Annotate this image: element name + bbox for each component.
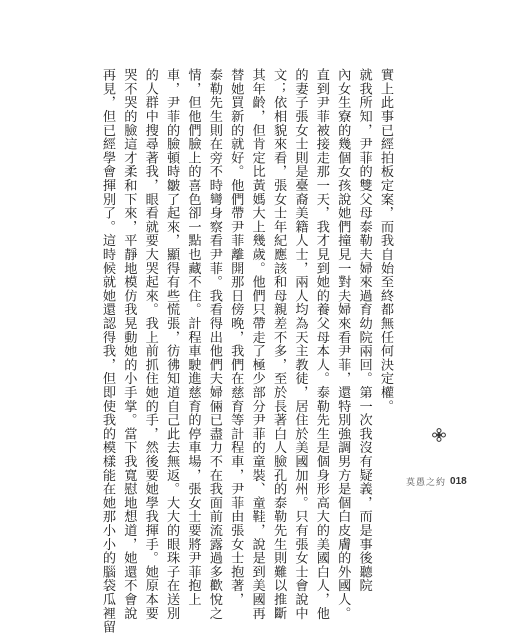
text-column: 情，但他們臉上的喜色卻一點也藏不住。計程車駛進慈育的停車場，張女士要將尹菲抱上 xyxy=(185,68,201,607)
page-footer xyxy=(406,475,467,488)
text-column: 的人群中搜尋著我，眼看就要大哭起來。我上前抓住她的手，然後要她學我揮手。她原本要 xyxy=(142,68,158,620)
text-column: 其年齡，但肯定比黃媽大上幾歲。他們只帶走了極少部分尹菲的童裝、童鞋，說是到美國再 xyxy=(249,68,265,620)
text-column: 再見，但已經學會揮別了。這時候就她還認得我，但即使我的模樣能在她那小小的腦袋瓜裡留 xyxy=(99,68,115,634)
text-column: 文；依相貌來看，張女士年紀應該和母親差不多，至於長著白人臉孔的泰勒先生則難以推斷 xyxy=(271,68,287,620)
text-column: 替她買新的就好。他們帶尹菲離開那日傍晚，我們在慈育等計程車，尹菲由張女士抱著， xyxy=(228,68,244,607)
flower-ornament-icon xyxy=(432,428,446,442)
text-column: 車，尹菲的臉頓時皺了起來，顯得有些慌張，彷彿知道自己此去無返。大大的眼珠子在送別 xyxy=(164,68,180,620)
page-number: 018 xyxy=(450,476,467,487)
text-column: 哭不哭的臉這才柔和下來，平靜地模仿我晃動她的小手掌。當下我寬慰地想道，她還不會說 xyxy=(121,68,137,620)
book-title: 莫愚之約 xyxy=(406,477,447,487)
text-column: 的妻子張女士則是臺裔美籍人士，兩人均為天主教徒，居住於美國加州。只有張女士會說中 xyxy=(292,68,308,620)
text-column: 內女生寮的幾個女孩說她們撞見一對夫婦來看尹菲，還特別強調男方是個白皮膚的外國人。 xyxy=(335,68,351,620)
text-column: 實上此事已經拍板定案，而我自始至終都無任何決定權。 xyxy=(378,68,393,413)
text-column: 直到尹菲被接走那一天，我才見到她的養父母本人。泰勒先生是個身形高大的美國白人，他 xyxy=(313,68,329,620)
vertical-text-block xyxy=(97,68,396,634)
text-column: 泰勒先生則在旁不時彎身察看尹菲。我看得出他們夫婦倆已盡力不在我面前流露過多歡悅之 xyxy=(206,68,222,620)
text-column: 就我所知，尹菲的雙父母泰勒夫婦來過育幼院兩回。第一次我沒有疑義，而是事後聽院 xyxy=(356,68,372,593)
